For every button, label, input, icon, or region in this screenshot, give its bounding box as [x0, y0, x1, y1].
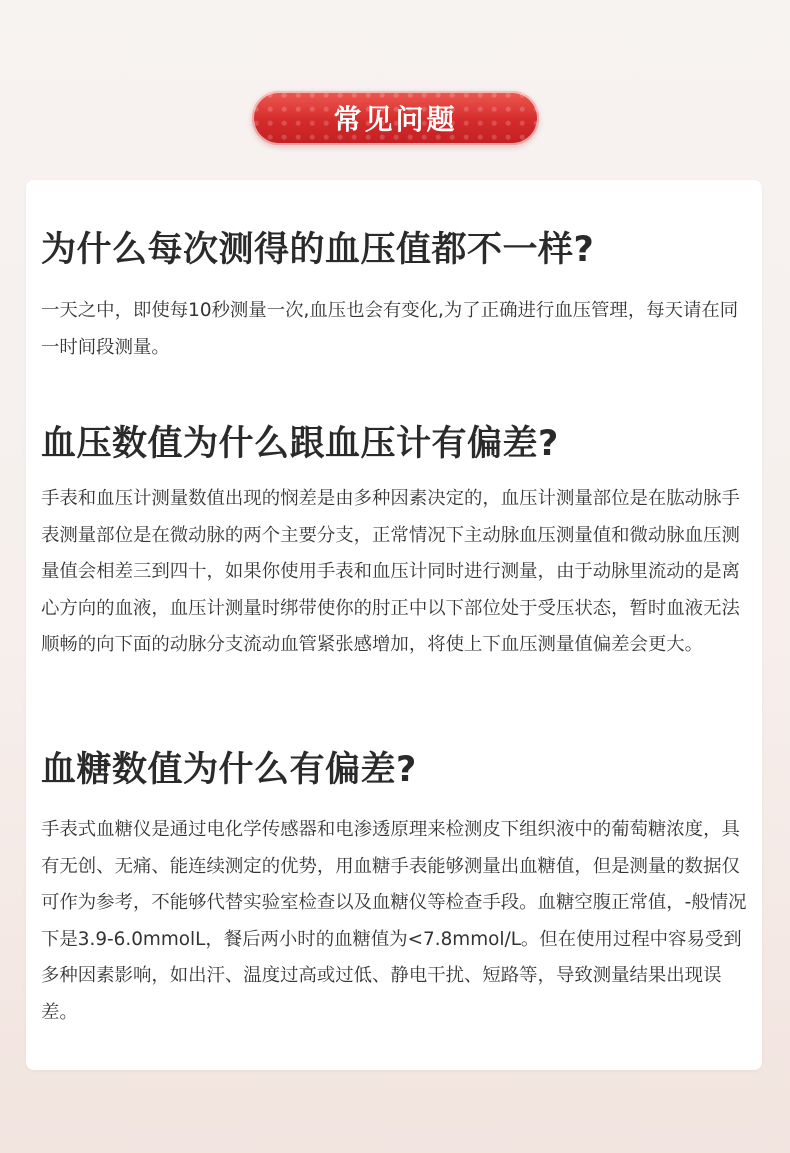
faq-answer: 一天之中，即使每10秒测量一次,血压也会有变化,为了正确进行血压管理，每天请在同一时间段测量。 — [41, 300, 739, 358]
faq-question: 血糖数值为什么有偏差? — [41, 750, 417, 790]
faq-card — [26, 180, 762, 1070]
faq-question: 血压数值为什么跟血压计有偏差? — [41, 424, 559, 464]
faq-question: 为什么每次测得的血压值都不一样? — [41, 230, 595, 270]
faq-answer: 手表式血糖仪是通过电化学传感器和电渗透原理来检测皮下组织液中的葡萄糖浓度，具有无创、无痛、能连续测定的优势，用血糖手表能够测量出血糖值，但是测量的数据仅可作为参考，不能够代替实验室检查以及血糖仪等检查手段。血糖空腹正常值，-般情况下是3.9-6.0mmolL，餐后两小时的血糖值为<7.8mmol/L。但在使用过程中容易受到多种因素影响，如出汗、温度过高或过低、静电干扰、短路等，导致测量结果出现误差。 — [41, 819, 747, 1023]
section-title: 常见问题 — [333, 103, 458, 136]
faq-answer: 手表和血压计测量数值出现的悯差是由多种因素决定的，血压计测量部位是在肱动脉手表测量部位是在微动脉的两个主要分支，正常情况下主动脉血压测量值和微动脉血压测量值会相差三到四十，如果你使用手表和血压计同时进行测量，由于动脉里流动的是离心方向的血液，血压计测量时绑带使你的肘正中以下部位处于受压状态，暂时血液无法顺畅的向下面的动脉分支流动血管紧张感增加，将使上下血压测量值偏差会更大。 — [41, 488, 740, 655]
section-title-badge — [252, 91, 539, 145]
